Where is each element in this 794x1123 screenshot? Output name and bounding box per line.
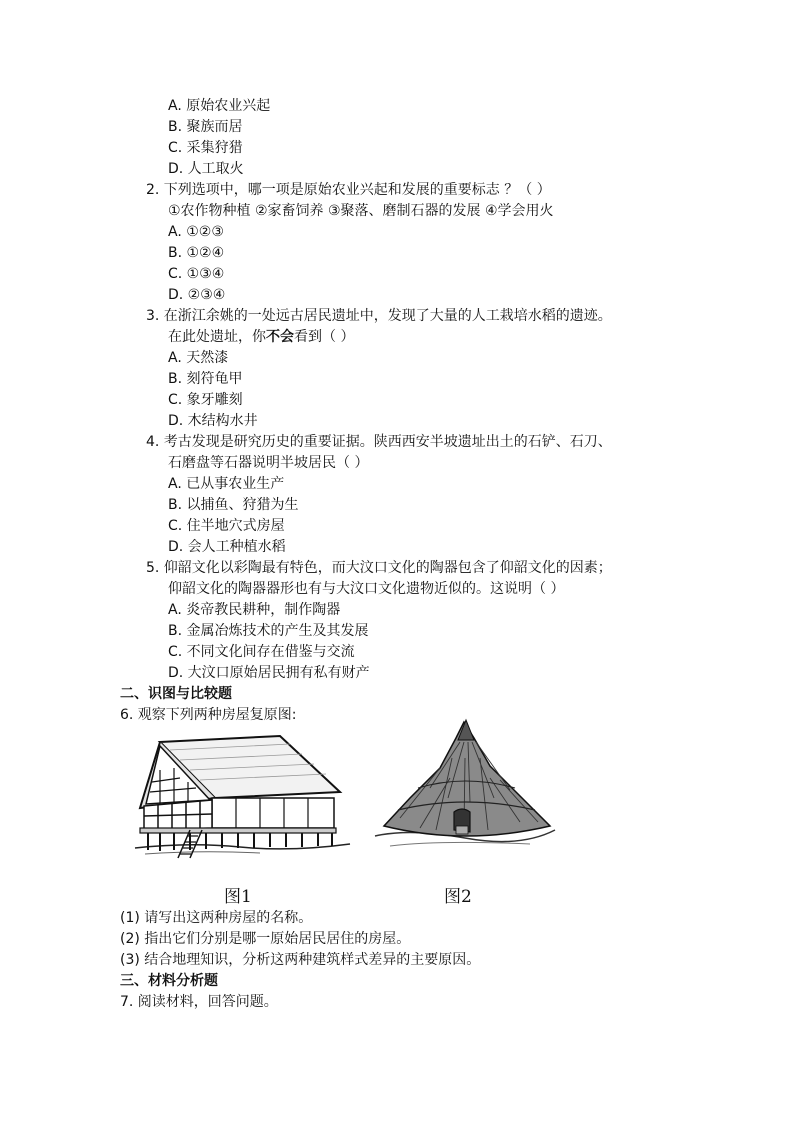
q5-option-c: C. 不同文化间存在借鉴与交流 [168, 644, 355, 660]
q3-stem-suffix: 看到（ ） [294, 329, 355, 345]
q5-option-b: B. 金属冶炼技术的产生及其发展 [168, 623, 369, 639]
q6-sub-2: (2) 指出它们分别是哪一原始居民居住的房屋。 [120, 931, 411, 947]
q6-sub-3: (3) 结合地理知识，分析这两种建筑样式差异的主要原因。 [120, 952, 481, 968]
q4-stem: 4. 考古发现是研究历史的重要证据。陕西西安半坡遗址出土的石铲、石刀、 [146, 434, 612, 450]
q4-option-d: D. 会人工种植水稻 [168, 539, 286, 555]
q4-option-a: A. 已从事农业生产 [168, 476, 285, 492]
q2-option-b: B. ①②④ [168, 245, 225, 261]
figure-2-caption: 图2 [444, 887, 472, 907]
house-figures [130, 730, 570, 880]
q2-choices: ①农作物种植 ②家畜饲养 ③聚落、磨制石器的发展 ④学会用火 [168, 203, 554, 219]
q4-option-c: C. 住半地穴式房屋 [168, 518, 285, 534]
q2-stem: 2. 下列选项中，哪一项是原始农业兴起和发展的重要标志 ？（ ） [146, 182, 551, 198]
q5-option-d: D. 大汶口原始居民拥有私有财产 [168, 665, 370, 681]
section-2-title: 二、识图与比较题 [120, 686, 232, 702]
q7-stem: 7. 阅读材料，回答问题。 [120, 994, 278, 1010]
q3-stem-prefix: 在此处遗址，你 [168, 329, 266, 345]
q2-option-c: C. ①③④ [168, 266, 225, 282]
q3-option-b: B. 刻符龟甲 [168, 371, 243, 387]
q1-option-c: C. 采集狩猎 [168, 140, 243, 156]
q6-sub-1: (1) 请写出这两种房屋的名称。 [120, 910, 313, 926]
q4-stem-line2: 石磨盘等石器说明半坡居民（ ） [168, 455, 369, 471]
q3-stem-line2 [168, 327, 354, 347]
q2-option-a: A. ①②③ [168, 224, 224, 240]
q4-option-b: B. 以捕鱼、狩猎为生 [168, 497, 299, 513]
q3-stem: 3. 在浙江余姚的一处远古居民遗址中，发现了大量的人工栽培水稻的遗迹。 [146, 308, 612, 324]
q5-stem-line2: 仰韶文化的陶器器形也有与大汶口文化遗物近似的。这说明（ ） [168, 581, 565, 597]
q3-option-d: D. 木结构水井 [168, 413, 258, 429]
q6-stem: 6. 观察下列两种房屋复原图: [120, 707, 297, 723]
thatched-hut-image [370, 718, 560, 865]
q3-stem-bold: 不会 [266, 329, 294, 345]
figure-1-caption: 图1 [224, 887, 252, 907]
q5-stem: 5. 仰韶文化以彩陶最有特色，而大汶口文化的陶器包含了仰韶文化的因素； [146, 560, 612, 576]
q1-option-d: D. 人工取火 [168, 161, 244, 177]
q5-option-a: A. 炎帝教民耕种，制作陶器 [168, 602, 341, 618]
q2-option-d: D. ②③④ [168, 287, 226, 303]
stilt-house-image [130, 730, 355, 865]
q1-option-b: B. 聚族而居 [168, 119, 243, 135]
q3-option-c: C. 象牙雕刻 [168, 392, 243, 408]
section-3-title: 三、材料分析题 [120, 973, 218, 989]
q1-option-a: A. 原始农业兴起 [168, 98, 271, 114]
q3-option-a: A. 天然漆 [168, 350, 229, 366]
